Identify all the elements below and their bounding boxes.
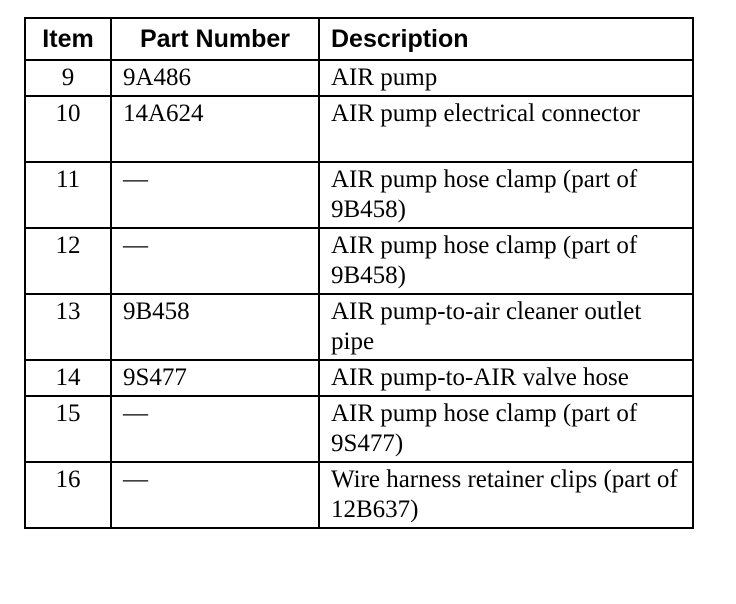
cell-description: AIR pump-to-air cleaner outlet pipe — [319, 294, 693, 360]
cell-description: Wire harness retainer clips (part of 12B637) — [319, 462, 693, 528]
cell-description: AIR pump — [319, 60, 693, 96]
header-item: Item — [25, 18, 111, 60]
parts-table — [24, 17, 694, 529]
header-description: Description — [319, 18, 693, 60]
cell-item: 13 — [25, 294, 111, 360]
table-row — [25, 60, 693, 96]
cell-item: 11 — [25, 162, 111, 228]
cell-description: AIR pump-to-AIR valve hose — [319, 360, 693, 396]
table-row — [25, 228, 693, 294]
cell-item: 12 — [25, 228, 111, 294]
cell-item: 9 — [25, 60, 111, 96]
table-row — [25, 162, 693, 228]
cell-part-number: 9B458 — [111, 294, 319, 360]
cell-part-number: 9S477 — [111, 360, 319, 396]
cell-item: 15 — [25, 396, 111, 462]
table-body — [25, 60, 693, 528]
cell-description: AIR pump electrical connector — [319, 96, 693, 162]
cell-part-number: — — [111, 228, 319, 294]
cell-part-number: — — [111, 162, 319, 228]
table-row — [25, 462, 693, 528]
cell-part-number: — — [111, 462, 319, 528]
table-row — [25, 396, 693, 462]
header-part-number: Part Number — [111, 18, 319, 60]
cell-description: AIR pump hose clamp (part of 9S477) — [319, 396, 693, 462]
table-row — [25, 96, 693, 162]
cell-part-number: 14A624 — [111, 96, 319, 162]
cell-part-number: — — [111, 396, 319, 462]
cell-description: AIR pump hose clamp (part of 9B458) — [319, 162, 693, 228]
header-row — [25, 18, 693, 60]
cell-item: 10 — [25, 96, 111, 162]
cell-description: AIR pump hose clamp (part of 9B458) — [319, 228, 693, 294]
table-row — [25, 294, 693, 360]
table-row — [25, 360, 693, 396]
table-header — [25, 18, 693, 60]
cell-item: 14 — [25, 360, 111, 396]
cell-part-number: 9A486 — [111, 60, 319, 96]
cell-item: 16 — [25, 462, 111, 528]
